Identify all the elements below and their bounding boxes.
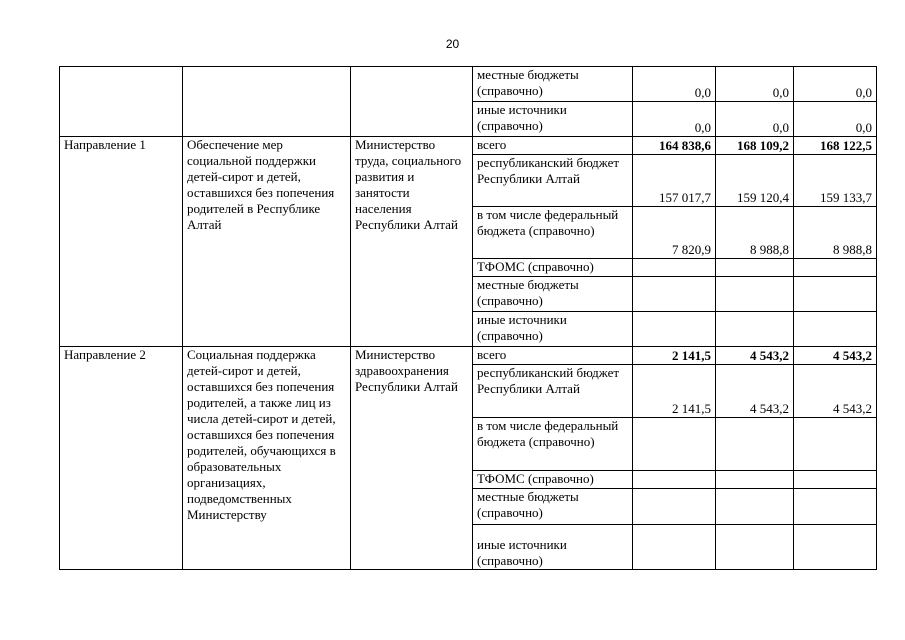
value-year1-cell: 157 017,7 [633,155,716,207]
funding-source-cell: всего [473,137,633,155]
funding-source-cell: местные бюджеты (справочно) [473,489,633,525]
direction-name-cell [60,67,183,137]
executor-cell [351,67,473,137]
value-year1-cell [633,525,716,570]
value-year3-cell: 0,0 [794,102,877,137]
value-year3-cell [794,277,877,312]
table-row [60,67,877,102]
value-year3-cell [794,418,877,471]
value-year1-cell [633,312,716,347]
value-year3-cell: 4 543,2 [794,365,877,418]
executor-cell: Министерство труда, социального развития и занятости населения Республики Алтай [351,137,473,347]
value-year2-cell: 4 543,2 [716,365,794,418]
value-year2-cell: 0,0 [716,102,794,137]
budget-table [59,66,877,570]
value-year1-cell: 2 141,5 [633,365,716,418]
value-year2-cell [716,489,794,525]
value-year2-cell [716,312,794,347]
direction-name-cell: Направление 2 [60,347,183,570]
value-year2-cell [716,259,794,277]
direction-name-cell: Направление 1 [60,137,183,347]
page-number: 20 [445,37,460,51]
value-year3-cell: 168 122,5 [794,137,877,155]
value-year1-cell [633,277,716,312]
funding-source-cell: местные бюджеты (справочно) [473,67,633,102]
value-year1-cell [633,259,716,277]
value-year1-cell [633,418,716,471]
value-year3-cell: 0,0 [794,67,877,102]
funding-source-cell: республиканский бюджет Республики Алтай [473,155,633,207]
value-year3-cell [794,525,877,570]
funding-source-cell: иные источники (справочно) [473,525,633,570]
value-year1-cell [633,489,716,525]
funding-source-cell: всего [473,347,633,365]
direction-description-cell: Обеспечение мер социальной поддержки детей-сирот и детей, оставшихся без попечения родителей в Республике Алтай [183,137,351,347]
value-year2-cell [716,525,794,570]
value-year2-cell [716,418,794,471]
table-row [60,137,877,155]
value-year2-cell: 8 988,8 [716,207,794,259]
value-year2-cell: 159 120,4 [716,155,794,207]
value-year3-cell [794,259,877,277]
value-year1-cell: 164 838,6 [633,137,716,155]
funding-source-cell: местные бюджеты (справочно) [473,277,633,312]
funding-source-cell: ТФОМС (справочно) [473,259,633,277]
value-year3-cell [794,312,877,347]
value-year2-cell [716,277,794,312]
value-year3-cell: 8 988,8 [794,207,877,259]
value-year1-cell: 2 141,5 [633,347,716,365]
value-year2-cell: 4 543,2 [716,347,794,365]
value-year1-cell: 7 820,9 [633,207,716,259]
direction-description-cell [183,67,351,137]
value-year3-cell: 159 133,7 [794,155,877,207]
funding-source-cell: в том числе федеральный бюджета (справочно) [473,418,633,471]
value-year1-cell: 0,0 [633,67,716,102]
value-year3-cell [794,489,877,525]
funding-source-cell: иные источники (справочно) [473,102,633,137]
value-year1-cell [633,471,716,489]
direction-description-cell: Социальная поддержка детей-сирот и детей, оставшихся без попечения родителей, а также лиц из числа детей-сирот и детей, оставшихся без попечения родителей, обучающихся в образовательных организациях, подведомственных Министерству [183,347,351,570]
value-year2-cell [716,471,794,489]
table-row [60,347,877,365]
funding-source-cell: в том числе федеральный бюджета (справочно) [473,207,633,259]
value-year3-cell: 4 543,2 [794,347,877,365]
value-year2-cell: 168 109,2 [716,137,794,155]
funding-source-cell: республиканский бюджет Республики Алтай [473,365,633,418]
value-year3-cell [794,471,877,489]
value-year1-cell: 0,0 [633,102,716,137]
funding-source-cell: ТФОМС (справочно) [473,471,633,489]
executor-cell: Министерство здравоохранения Республики Алтай [351,347,473,570]
value-year2-cell: 0,0 [716,67,794,102]
funding-source-cell: иные источники (справочно) [473,312,633,347]
